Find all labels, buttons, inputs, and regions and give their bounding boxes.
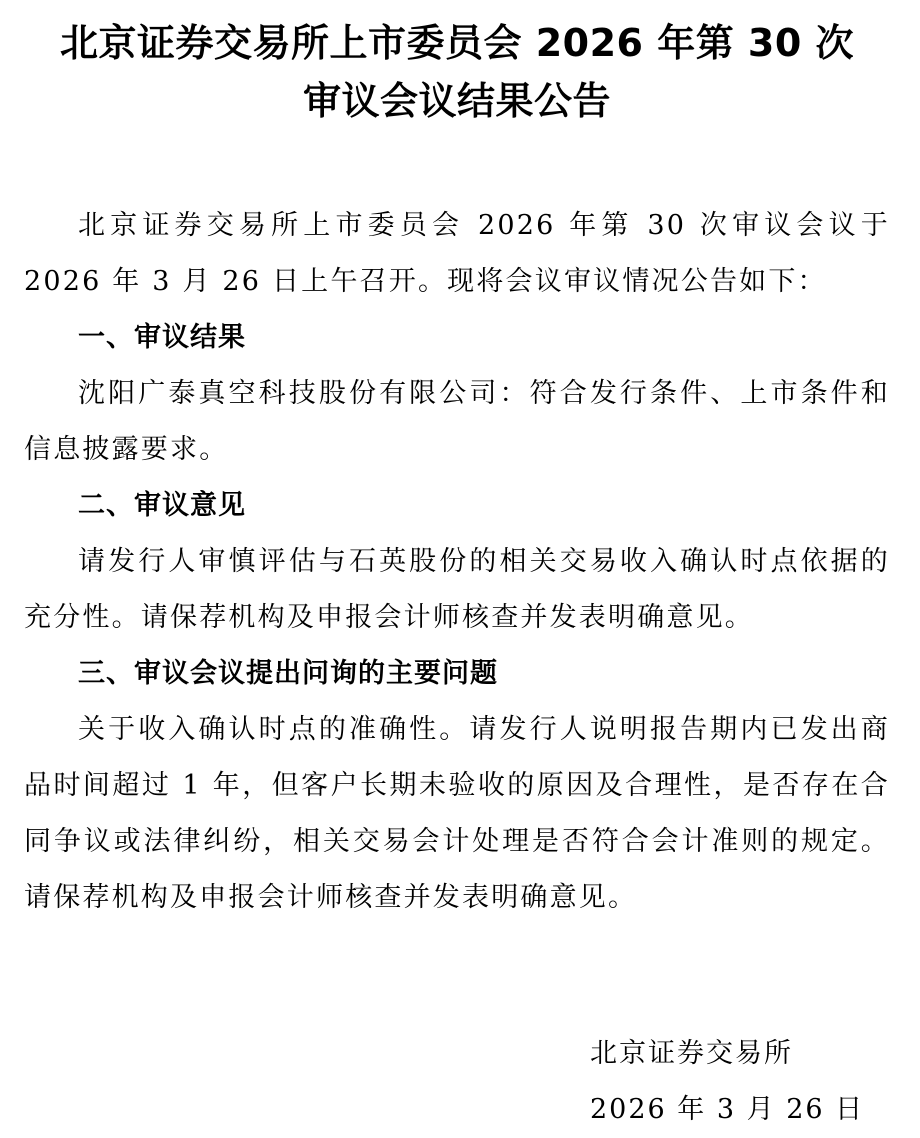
title-line-2: 审议会议结果公告 bbox=[302, 79, 611, 123]
intro-paragraph: 北京证券交易所上市委员会 2026 年第 30 次审议会议于 2026 年 3 月 26 日上午召开。现将会议审议情况公告如下： bbox=[24, 210, 890, 297]
signature-date: 2026 年 3 月 26 日 bbox=[590, 1094, 865, 1125]
section-paragraph: 关于收入确认时点的准确性。请发行人说明报告期内已发出商品时间超过 1 年，但客户长期未验收的原因及合理性，是否存在合同争议或法律纠纷，相关交易会计处理是否符合会计准则的规定。请保荐机构及申报会计师核查并发表明确意见。 bbox=[24, 714, 890, 913]
signature-organization: 北京证券交易所 bbox=[590, 1038, 793, 1069]
section-paragraph: 沈阳广泰真空科技股份有限公司：符合发行条件、上市条件和信息披露要求。 bbox=[24, 378, 890, 465]
section-heading: 一、审议结果 bbox=[78, 322, 246, 353]
section-review-result bbox=[24, 310, 890, 478]
announcement-body bbox=[24, 198, 890, 926]
section-heading: 三、审议会议提出问询的主要问题 bbox=[78, 658, 498, 689]
announcement-title bbox=[24, 0, 890, 130]
section-paragraph: 请发行人审慎评估与石英股份的相关交易收入确认时点依据的充分性。请保荐机构及申报会计师核查并发表明确意见。 bbox=[24, 546, 890, 633]
signature-block bbox=[590, 1026, 864, 1138]
title-line-1: 北京证券交易所上市委员会 2026 年第 30 次 bbox=[59, 21, 855, 65]
section-review-opinion bbox=[24, 478, 890, 646]
section-heading: 二、审议意见 bbox=[78, 490, 246, 521]
section-main-questions bbox=[24, 646, 890, 926]
